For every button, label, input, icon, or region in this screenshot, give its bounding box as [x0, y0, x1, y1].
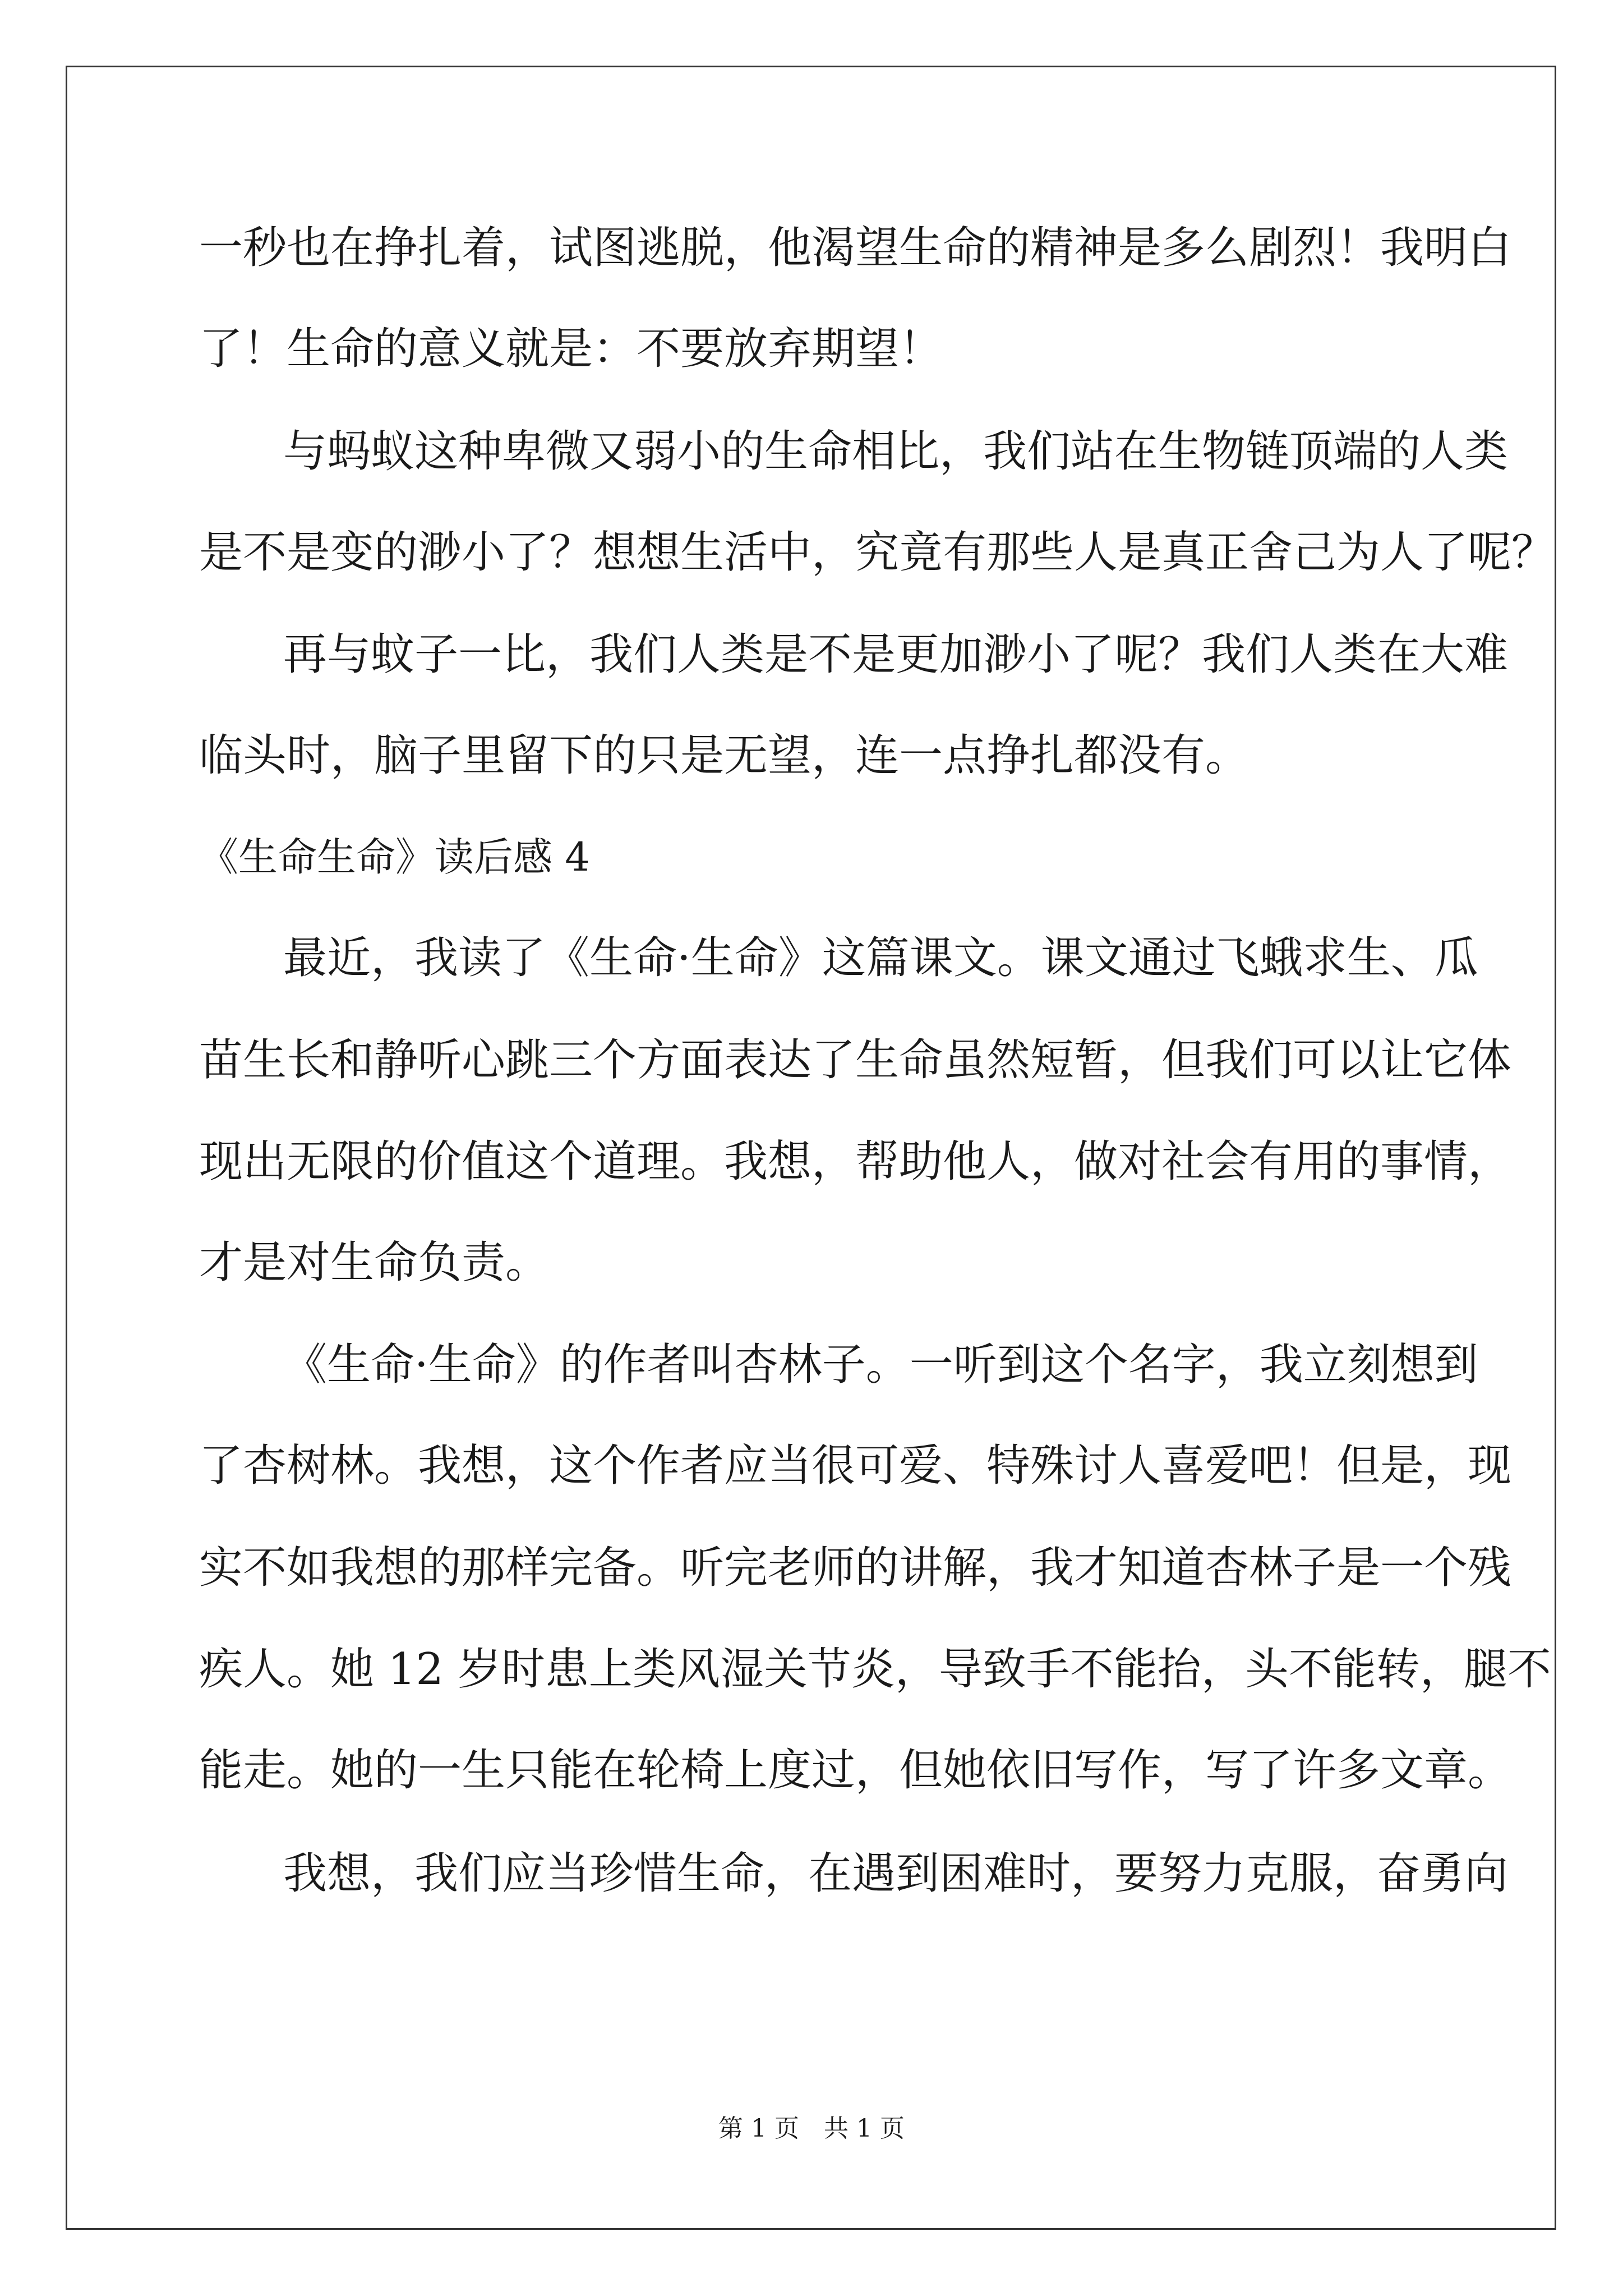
paragraph-first-line: 再与蚊子一比，我们人类是不是更加渺小了呢？我们人类在大难: [283, 629, 1509, 680]
text-line: 临头时，脑子里留下的只是无望，连一点挣扎都没有。: [199, 730, 1249, 781]
text-line: 现出无限的价值这个道理。我想，帮助他人，做对社会有用的事情，: [199, 1137, 1512, 1187]
text-line: 一秒也在挣扎着，试图逃脱，他渴望生命的精神是多么剧烈！我明白: [199, 223, 1512, 273]
paragraph-first-line: 《生命·生命》的作者叫杏林子。一听到这个名字，我立刻想到: [283, 1340, 1478, 1390]
paragraph-first-line: 与蚂蚁这种卑微又弱小的生命相比，我们站在生物链顶端的人类: [283, 426, 1509, 477]
text-line: 才是对生命负责。: [199, 1237, 550, 1288]
paragraph-first-line: 我想，我们应当珍惜生命，在遇到困难时，要努力克服，奋勇向: [283, 1848, 1509, 1899]
text-line: 疾人。她 12 岁时患上类风湿关节炎，导致手不能抬，头不能转，腿不: [199, 1644, 1551, 1695]
text-line: 了杏树林。我想，这个作者应当很可爱、特殊讨人喜爱吧！但是，现: [199, 1441, 1512, 1491]
paragraph-first-line: 最近，我读了《生命·生命》这篇课文。课文通过飞蛾求生、瓜: [283, 933, 1478, 983]
text-line: 实不如我想的那样完备。听完老师的讲解，我才知道杏林子是一个残: [199, 1543, 1512, 1593]
page-number: 第 1 页 共 1 页: [718, 2114, 905, 2143]
text-line: 了！生命的意义就是：不要放弃期望！: [199, 324, 943, 374]
text-line: 苗生长和静听心跳三个方面表达了生命虽然短暂，但我们可以让它体: [199, 1035, 1512, 1085]
text-line: 是不是变的渺小了？想想生活中，究竟有那些人是真正舍己为人了呢？: [199, 527, 1556, 578]
section-heading: 《生命生命》读后感 4: [199, 834, 590, 880]
text-line: 能走。她的一生只能在轮椅上度过，但她依旧写作，写了许多文章。: [199, 1745, 1512, 1796]
